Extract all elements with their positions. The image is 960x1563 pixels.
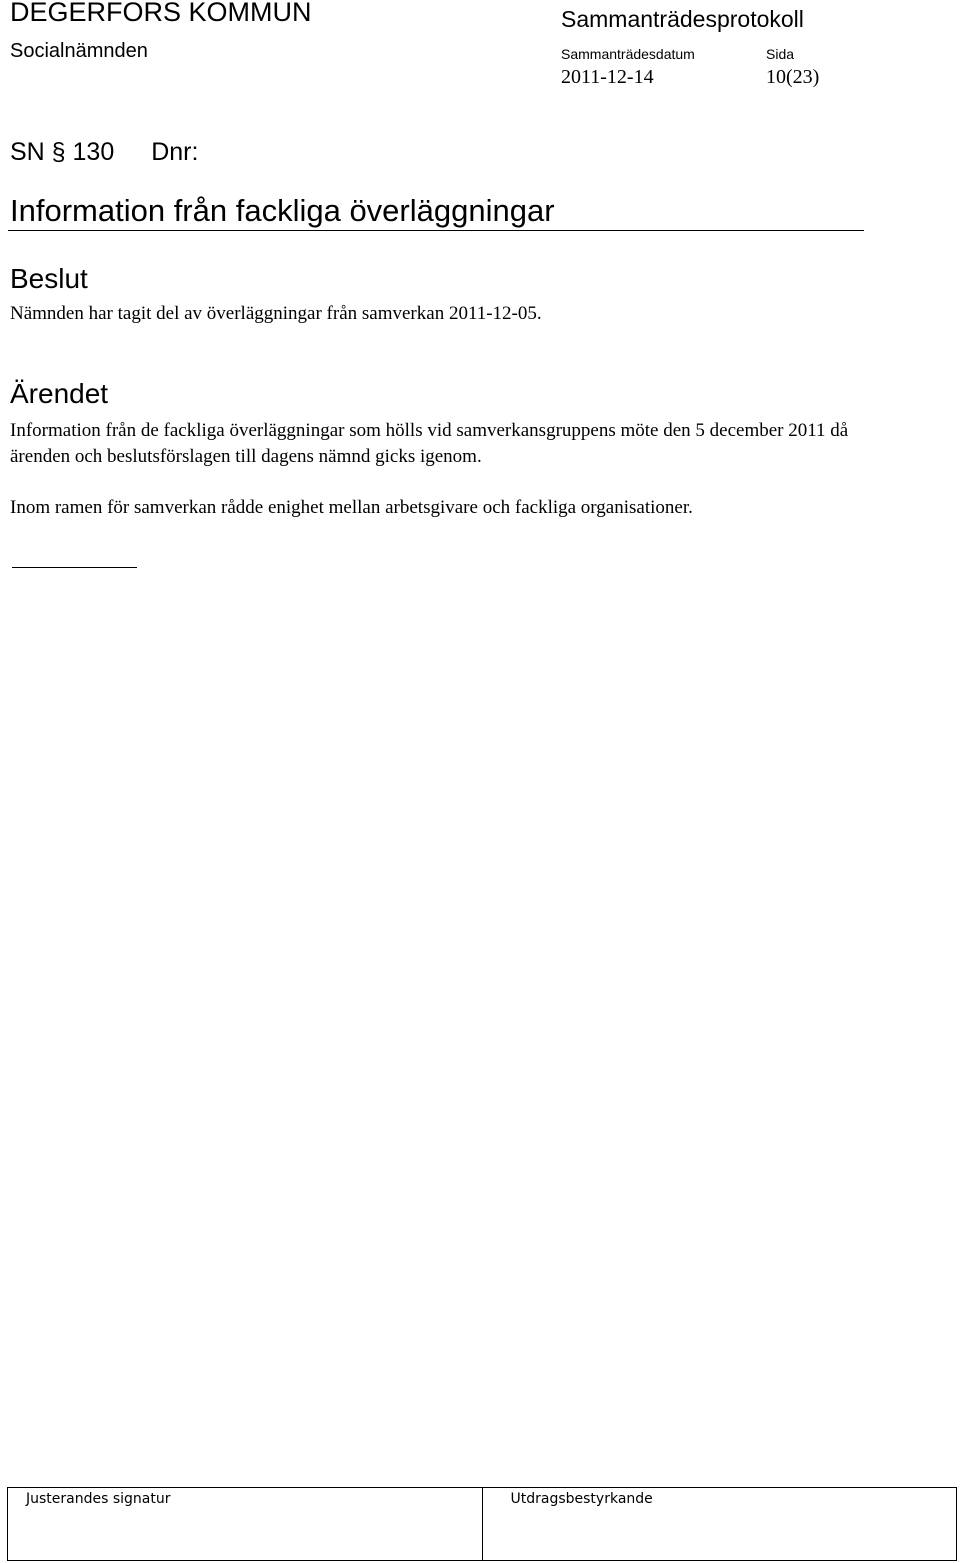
- page-title: Information från fackliga överläggningar: [10, 193, 555, 228]
- matter-text-paragraph-2: Inom ramen för samverkan rådde enighet mellan arbetsgivare och fackliga organisationer.: [10, 497, 693, 518]
- dnr-label: Dnr:: [151, 138, 199, 166]
- organization-name: DEGERFORS KOMMUN: [10, 0, 312, 27]
- signature-footer: [7, 1487, 957, 1561]
- department-name: Socialnämnden: [10, 40, 148, 62]
- signature-box: [8, 1488, 482, 1560]
- decision-text: Nämnden har tagit del av överläggningar från samverkan 2011-12-05.: [10, 303, 542, 324]
- meeting-date-value: 2011-12-14: [561, 66, 654, 88]
- signature-label: Justerandes signatur: [26, 1491, 171, 1507]
- extract-certification-label: Utdragsbestyrkande: [510, 1491, 653, 1507]
- meeting-date-label: Sammanträdesdatum: [561, 46, 695, 62]
- end-of-section-rule: [12, 567, 137, 568]
- paragraph-reference-line: [10, 136, 198, 168]
- matter-heading: Ärendet: [10, 378, 109, 409]
- paragraph-reference: SN § 130: [10, 138, 115, 166]
- page-number: 10(23): [766, 66, 820, 88]
- title-underline: [8, 230, 864, 231]
- document-type: Sammanträdesprotokoll: [561, 6, 804, 32]
- page-label: Sida: [766, 46, 795, 62]
- extract-certification-box: [482, 1488, 957, 1560]
- decision-heading: Beslut: [10, 263, 88, 294]
- matter-text-paragraph-1: Information från de fackliga överläggningar som hölls vid samverkansgruppens möte den 5 december 2011 då ärenden och beslutsförslagen till dagens nämnd gicks igenom.: [10, 420, 849, 467]
